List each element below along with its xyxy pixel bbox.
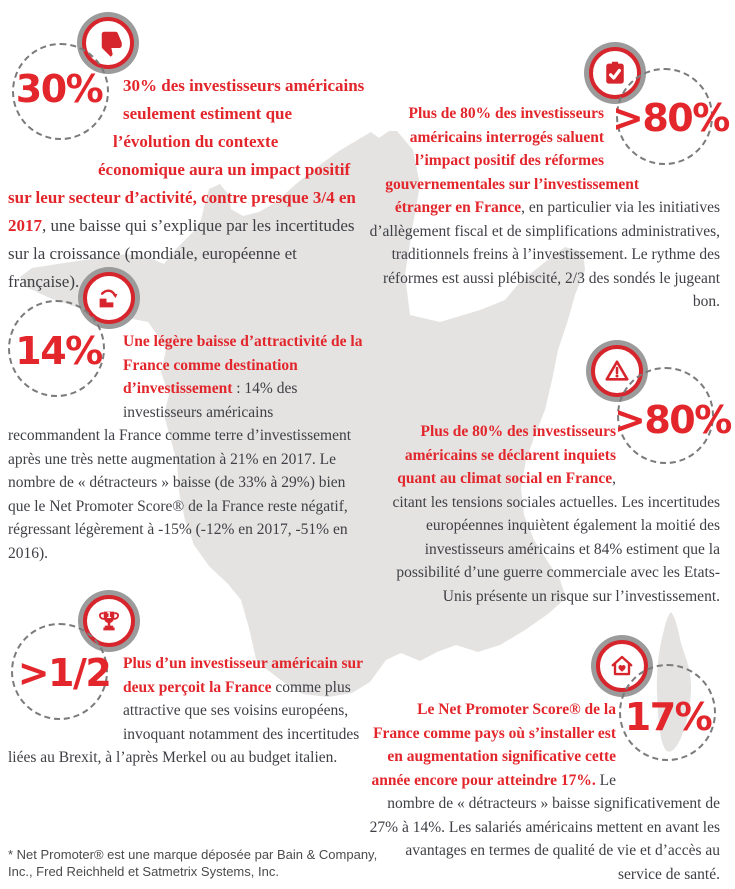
- wrap-spacer: [639, 172, 720, 196]
- stat-rest: , une baisse qui s’explique par les incertitudes sur la croissance (mondiale, européenne et française).: [8, 216, 355, 291]
- stat-value: >1/2: [17, 651, 111, 695]
- wrap-spacer: [8, 128, 113, 156]
- wrap-spacer: [616, 420, 720, 471]
- wrap-spacer: [8, 72, 123, 128]
- stat-highlight: Plus d’un investisseur américain sur deux perçoit la France: [123, 655, 363, 696]
- svg-text:1: 1: [106, 611, 112, 620]
- stat-value: 30%: [15, 67, 103, 111]
- stat-rest: , citant les tensions sociales actuelles. Les incertitudes européennes inquiètent également la moitié des investisseurs américains et 84% estiment que la possibilité d’une guerre commerciale avec les Etats-Unis présente un risque sur l’investissement.: [392, 470, 720, 605]
- stat-highlight: Une légère baisse d’attractivité de la France comme destination d’investissement: [123, 333, 363, 397]
- stat-highlight: Le Net Promoter Score® de la France comme pays où s’installer est en augmentation significative cette année encore pour atteindre 17%.: [371, 701, 616, 789]
- footnote-line2: Inc., Fred Reichheld et Satmetrix Systems, Inc.: [8, 864, 279, 879]
- wrap-spacer: [616, 695, 720, 791]
- stat-text: [368, 102, 720, 314]
- stat-rest: Le nombre de « détracteurs » baisse significativement de 27% à 14%. Les salariés américains mettent en avant les avantages en termes de qualité de vie et d’accès au service de santé.: [369, 771, 720, 883]
- footnote-line1: * Net Promoter® est une marque déposée par Bain & Company,: [8, 847, 378, 862]
- stat-rest: : 14% des investisseurs américains recommandent la France comme terre d’investissement après une très nette augmentation à 21% en 2017. Le nombre de « détracteurs » baisse (de 33% à 29%) bien que le Net Promoter Score® de la France reste négatif, régressant légèrement à -15% (-12% en 2017, -51% en 2016).: [8, 380, 352, 562]
- stat-value: 17%: [624, 695, 712, 739]
- stat-text: [8, 330, 366, 565]
- stat-text: [8, 72, 366, 296]
- stat-highlight: 30% des investisseurs américains seulement estiment que l’évolution du contexte économique aura un impact positif sur leur secteur d’activité, contre presque 3/4 en 2017: [8, 76, 365, 235]
- wrap-spacer: [8, 156, 98, 184]
- wrap-spacer: [604, 102, 720, 172]
- stat-value: >80%: [614, 398, 731, 442]
- stat-highlight: Plus de 80% des investisseurs américains se déclarent inquiets quant au climat social en France: [397, 423, 616, 487]
- stat-highlight: Plus de 80% des investisseurs américains interrogés saluent l’impact positif des réformes gouvernementales sur l’investissement étranger en France: [385, 105, 639, 216]
- stat-text: [368, 420, 720, 608]
- stat-text: [8, 652, 366, 770]
- wrap-spacer: [8, 330, 123, 402]
- stat-text: [368, 695, 720, 886]
- stat-rest: , en particulier via les initiatives d’allègement fiscal et de simplifications administratives, traditionnels freins à l’investissement. Le rythme des réformes est aussi plébiscité, 2/3 des sondés le jugeant bon.: [369, 199, 720, 310]
- stat-value: 14%: [15, 329, 102, 373]
- stat-value: >80%: [612, 96, 729, 140]
- wrap-spacer: [8, 652, 123, 725]
- footnote: [8, 846, 388, 880]
- stat-rest: comme plus attractive que ses voisins européens, invoquant notamment des incertitudes liées au Brexit, à l’après Merkel ou au budget italien.: [8, 678, 360, 766]
